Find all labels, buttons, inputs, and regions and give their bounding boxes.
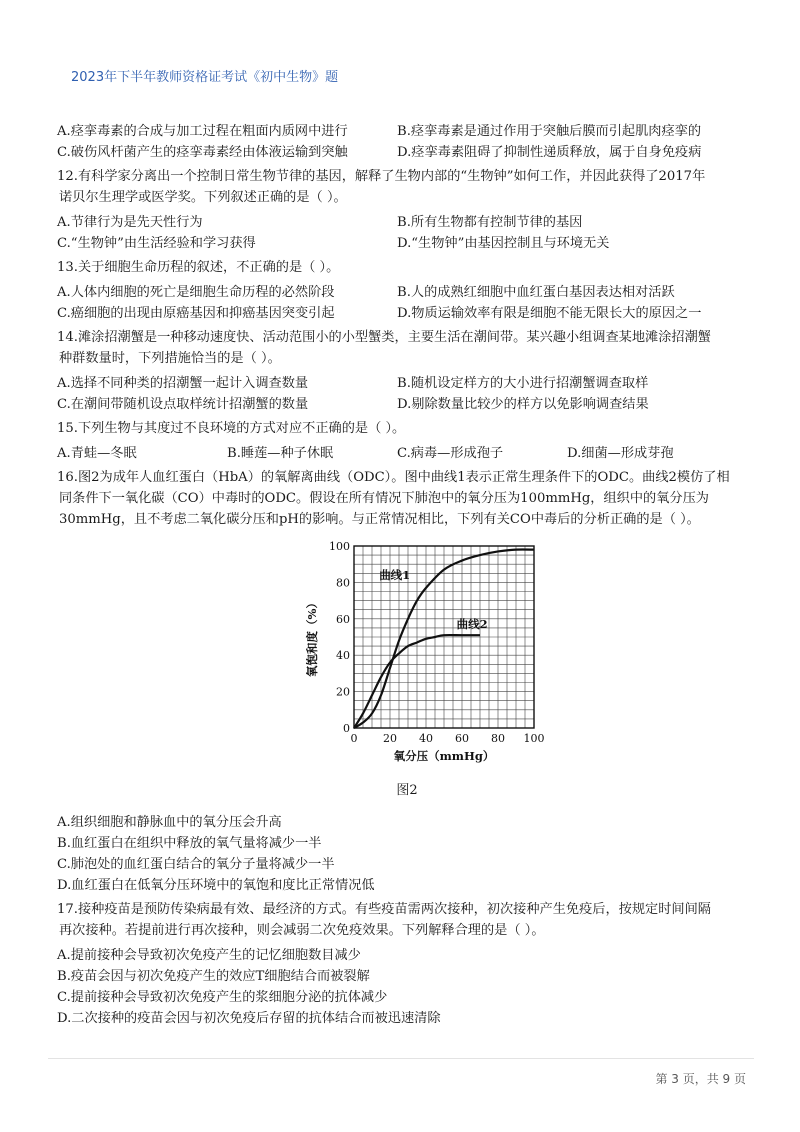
q13-options-row-2 <box>57 303 757 324</box>
q15-option-b: B.睡莲—种子休眠 <box>227 446 334 461</box>
q13-option-c: C.癌细胞的出现由原癌基因和抑癌基因突变引起 <box>57 306 335 321</box>
q14-option-a: A.选择不同种类的招潮蟹一起计入调查数量 <box>57 376 309 391</box>
question-15 <box>57 418 757 464</box>
x-axis-label: 氧分压（mmHg） <box>393 749 495 763</box>
q15-options-row <box>57 443 757 464</box>
q12-options-row-2 <box>57 233 757 254</box>
q16-stem-line-2: 同条件下一氧化碳（CO）中毒时的ODC。假设在所有情况下肺泡中的氧分压为100mmHg，组织中的氧分压为 <box>59 491 709 506</box>
q14-stem-line-2: 种群数量时，下列措施恰当的是（ ）。 <box>59 351 281 366</box>
q17-option-c: C.提前接种会导致初次免疫产生的浆细胞分泌的抗体减少 <box>57 990 388 1005</box>
q12-option-d: D.“生物钟”由基因控制且与环境无关 <box>397 236 610 251</box>
q17-option-d: D.二次接种的疫苗会因与初次免疫后存留的抗体结合而被迅速清除 <box>57 1011 441 1026</box>
q14-option-c: C.在潮间带随机设点取样统计招潮蟹的数量 <box>57 397 309 412</box>
y-tick-label: 20 <box>336 685 350 699</box>
oxygen-dissociation-chart <box>282 538 545 778</box>
q11-options-row-2 <box>57 142 757 163</box>
x-tick-label: 60 <box>455 732 469 745</box>
q13-option-a: A.人体内细胞的死亡是细胞生命历程的必然阶段 <box>57 285 335 300</box>
q12-stem-line-2: 诺贝尔生理学或医学奖。下列叙述正确的是（ ）。 <box>59 190 347 205</box>
q12-options-row-1 <box>57 212 757 233</box>
q16-stem-line-1: 16.图2为成年人血红蛋白（HbA）的氧解离曲线（ODC）。图中曲线1表示正常生理条件下的ODC。曲线2模仿了相 <box>57 470 730 485</box>
q12-stem-line-1: 12.有科学家分离出一个控制日常生物节律的基因，解释了生物内部的“生物钟”如何工作，并因此获得了2017年 <box>57 169 706 184</box>
x-tick-label: 100 <box>523 732 545 745</box>
q15-option-c: C.病毒—形成孢子 <box>397 446 504 461</box>
q17-option-a: A.提前接种会导致初次免疫产生的记忆细胞数目减少 <box>57 948 361 963</box>
q14-option-d: D.剔除数量比较少的样方以免影响调查结果 <box>397 397 649 412</box>
document-header: 2023年下半年教师资格证考试《初中生物》题 <box>71 70 339 85</box>
q11-option-d: D.痉挛毒素阻碍了抑制性递质释放，属于自身免疫病 <box>397 145 702 160</box>
q11-options-row-1 <box>57 121 757 142</box>
q17-stem-line-1: 17.接种疫苗是预防传染病最有效、最经济的方式。有些疫苗需两次接种，初次接种产生免疫后，按规定时间间隔 <box>57 902 711 917</box>
q14-stem-line-1: 14.滩涂招潮蟹是一种移动速度快、活动范围小的小型蟹类，主要生活在潮间带。某兴趣小组调查某地滩涂招潮蟹 <box>57 330 711 345</box>
q13-stem: 13.关于细胞生命历程的叙述，不正确的是（ ）。 <box>57 260 340 275</box>
x-tick-label: 80 <box>491 732 505 745</box>
q15-stem: 15.下列生物与其度过不良环境的方式对应不正确的是（ ）。 <box>57 421 406 436</box>
q15-option-a: A.青蛙—冬眠 <box>57 446 137 461</box>
page-number: 第 3 页，共 9 页 <box>655 1072 746 1086</box>
x-tick-label: 20 <box>383 732 397 745</box>
series-label: 曲线1 <box>379 567 411 582</box>
question-12 <box>57 166 757 254</box>
q13-option-b: B.人的成熟红细胞中血红蛋白基因表达相对活跃 <box>397 285 675 300</box>
q11-option-a: A.痉挛毒素的合成与加工过程在粗面内质网中进行 <box>57 124 348 139</box>
q13-options-row-1 <box>57 282 757 303</box>
page-content <box>57 121 757 1029</box>
y-axis-label: 氧饱和度（%） <box>305 597 319 677</box>
footer-divider <box>48 1058 754 1059</box>
question-17 <box>57 899 757 1029</box>
y-tick-label: 100 <box>329 540 350 553</box>
x-tick-label: 40 <box>419 732 433 745</box>
q12-option-b: B.所有生物都有控制节律的基因 <box>397 215 583 230</box>
q16-option-d: D.血红蛋白在低氧分压环境中的氧饱和度比正常情况低 <box>57 878 375 893</box>
q16-option-a: A.组织细胞和静脉血中的氧分压会升高 <box>57 815 282 830</box>
question-13 <box>57 257 757 324</box>
q14-options-row-1 <box>57 373 757 394</box>
q14-option-b: B.随机设定样方的大小进行招潮蟹调查取样 <box>397 376 649 391</box>
figure-2 <box>57 538 757 808</box>
q11-option-b: B.痉挛毒素是通过作用于突触后膜而引起肌肉痉挛的 <box>397 124 702 139</box>
x-tick-label: 0 <box>350 732 358 745</box>
q12-option-a: A.节律行为是先天性行为 <box>57 215 203 230</box>
q17-stem-line-2: 再次接种。若提前进行再次接种，则会减弱二次免疫效果。下列解释合理的是（ ）。 <box>59 923 545 938</box>
series-label: 曲线2 <box>456 616 488 631</box>
q14-options-row-2 <box>57 394 757 415</box>
q16-option-c: C.肺泡处的血红蛋白结合的氧分子量将减少一半 <box>57 857 335 872</box>
y-tick-label: 0 <box>343 722 350 735</box>
q17-option-b: B.疫苗会因与初次免疫产生的效应T细胞结合而被裂解 <box>57 969 370 984</box>
figure-caption: 图2 <box>396 783 418 798</box>
question-14 <box>57 327 757 415</box>
y-tick-label: 40 <box>336 649 350 663</box>
q13-option-d: D.物质运输效率有限是细胞不能无限长大的原因之一 <box>397 306 702 321</box>
q12-option-c: C.“生物钟”由生活经验和学习获得 <box>57 236 256 251</box>
q16-stem-line-3: 30mmHg，且不考虑二氧化碳分压和pH的影响。与正常情况相比，下列有关CO中毒后的分析正确的是（ ）。 <box>59 512 700 527</box>
q16-option-b: B.血红蛋白在组织中释放的氧气量将减少一半 <box>57 836 322 851</box>
q15-option-d: D.细菌—形成芽孢 <box>567 446 674 461</box>
question-16 <box>57 467 757 896</box>
q11-option-c: C.破伤风杆菌产生的痉挛毒素经由体液运输到突触 <box>57 145 348 160</box>
y-tick-label: 80 <box>336 576 350 590</box>
y-tick-label: 60 <box>336 612 350 626</box>
